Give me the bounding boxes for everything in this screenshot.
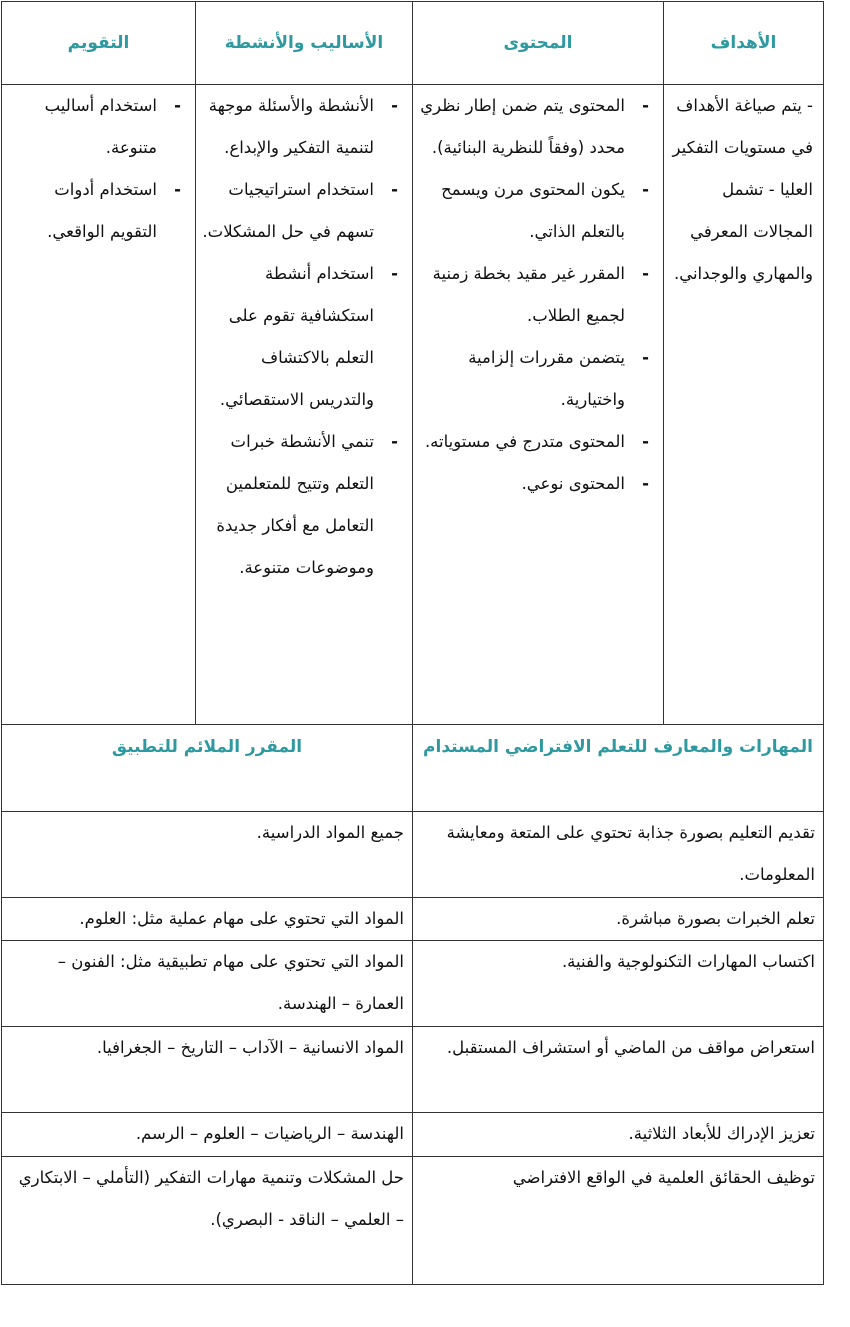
skill-cell: تقديم التعليم بصورة جذابة تحتوي على المتعة ومعايشة المعلومات.	[413, 812, 824, 898]
course-cell: حل المشكلات وتنمية مهارات التفكير (التأملي – الابتكاري – العلمي – الناقد - البصري).	[2, 1157, 413, 1285]
content-list	[419, 85, 655, 505]
header-row	[2, 725, 824, 812]
course-cell: المواد التي تحتوي على مهام تطبيقية مثل: الفنون – العمارة – الهندسة.	[2, 941, 413, 1027]
list-item: - استخدام استراتيجيات تسهم في حل المشكلات.	[202, 169, 404, 253]
body-row	[2, 85, 824, 725]
list-item: - استخدام أدوات التقويم الواقعي.	[8, 169, 187, 253]
list-item: - يكون المحتوى مرن ويسمح بالتعلم الذاتي.	[419, 169, 655, 253]
skill-cell: تعلم الخبرات بصورة مباشرة.	[413, 898, 824, 941]
evaluation-list	[8, 85, 187, 253]
header-evaluation: التقويم	[2, 2, 196, 85]
table-row	[2, 1157, 824, 1285]
methods-list	[202, 85, 404, 589]
list-item: - المقرر غير مقيد بخطة زمنية لجميع الطلاب.	[419, 253, 655, 337]
skill-cell: استعراض مواقف من الماضي أو استشراف المستقبل.	[413, 1027, 824, 1113]
goals-cell	[664, 85, 824, 725]
goals-text: - يتم صياغة الأهداف في مستويات التفكير العليا - تشمل المجالات المعرفي والمهاري والوجداني.	[672, 96, 813, 283]
list-item: - المحتوى يتم ضمن إطار نظري محدد (وفقاً للنظرية البنائية).	[419, 85, 655, 169]
header-course: المقرر الملائم للتطبيق	[2, 725, 413, 812]
course-cell: جميع المواد الدراسية.	[2, 812, 413, 898]
header-content: المحتوى	[413, 2, 664, 85]
table-row	[2, 941, 824, 1027]
course-cell: الهندسة – الرياضيات – العلوم – الرسم.	[2, 1113, 413, 1157]
list-item: - المحتوى متدرج في مستوياته.	[419, 421, 655, 463]
table-row	[2, 898, 824, 941]
skills-table	[1, 724, 824, 1285]
header-row	[2, 2, 824, 85]
list-item: - يتضمن مقررات إلزامية واختيارية.	[419, 337, 655, 421]
table-row	[2, 812, 824, 898]
table-row	[2, 1113, 824, 1157]
list-item: - المحتوى نوعي.	[419, 463, 655, 505]
skill-cell: توظيف الحقائق العلمية في الواقع الافتراضي	[413, 1157, 824, 1285]
list-item: - استخدام أنشطة استكشافية تقوم على التعلم بالاكتشاف والتدريس الاستقصائي.	[202, 253, 404, 421]
header-methods: الأساليب والأنشطة	[196, 2, 413, 85]
header-goals: الأهداف	[664, 2, 824, 85]
methods-cell	[196, 85, 413, 725]
course-cell: المواد التي تحتوي على مهام عملية مثل: العلوم.	[2, 898, 413, 941]
list-item: - الأنشطة والأسئلة موجهة لتنمية التفكير والإبداع.	[202, 85, 404, 169]
header-skills: المهارات والمعارف للتعلم الافتراضي المستدام	[413, 725, 824, 812]
table-row	[2, 1027, 824, 1113]
list-item: - تنمي الأنشطة خبرات التعلم وتتيح للمتعلمين التعامل مع أفكار جديدة وموضوعات متنوعة.	[202, 421, 404, 589]
skill-cell: تعزيز الإدراك للأبعاد الثلاثية.	[413, 1113, 824, 1157]
skill-cell: اكتساب المهارات التكنولوجية والفنية.	[413, 941, 824, 1027]
curriculum-table	[1, 1, 824, 725]
evaluation-cell	[2, 85, 196, 725]
course-cell: المواد الانسانية – الآداب – التاريخ – الجغرافيا.	[2, 1027, 413, 1113]
content-cell	[413, 85, 664, 725]
list-item: - استخدام أساليب متنوعة.	[8, 85, 187, 169]
